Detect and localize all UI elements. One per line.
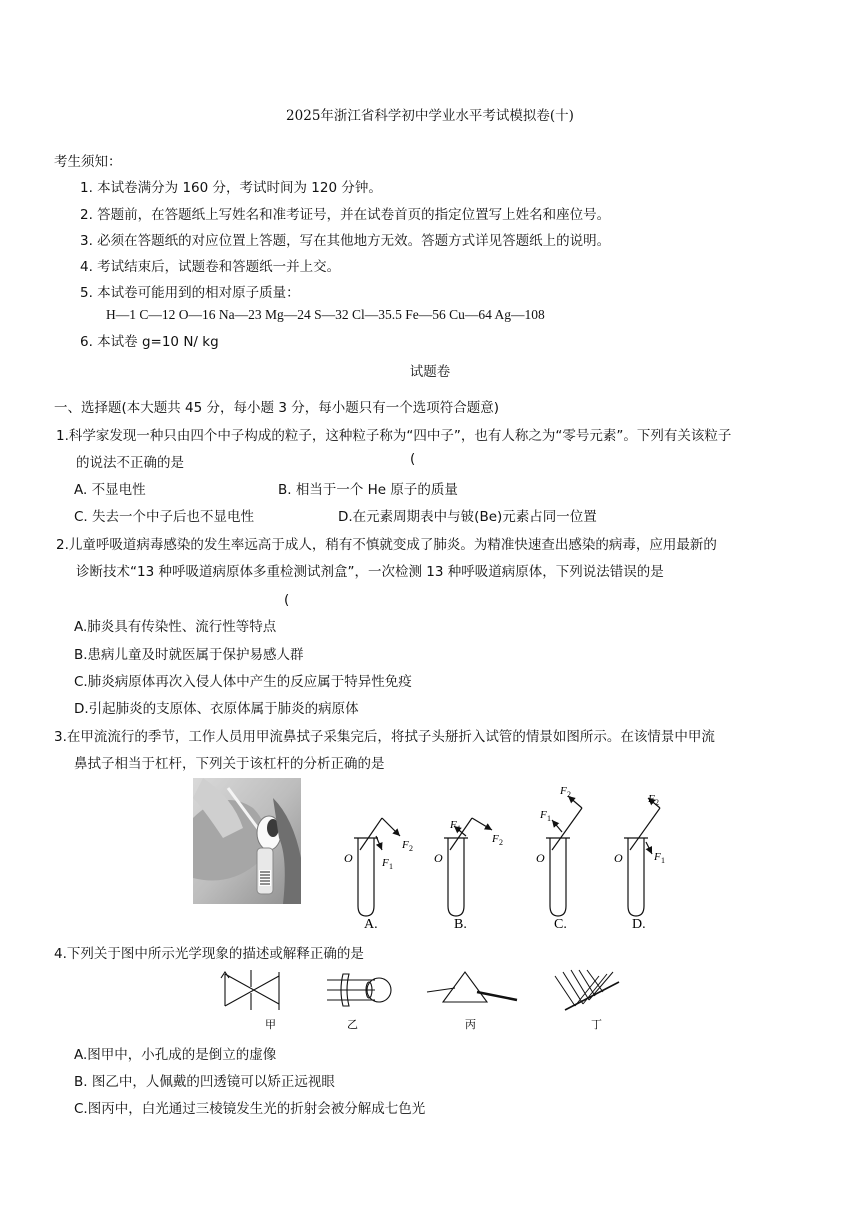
diagram-d-label: D.	[632, 917, 646, 932]
optics-figures	[215, 966, 625, 1034]
q1-option-a: A. 不显电性	[74, 482, 146, 498]
notice-item-3: 3. 必须在答题纸的对应位置上答题，写在其他地方无效。答题方式详见答题纸上的说明。	[80, 233, 611, 249]
q2-option-b: B.患病儿童及时就医属于保护易感人群	[74, 647, 304, 663]
diagram-b-f2: F	[492, 833, 499, 845]
part1-heading: 一、选择题(本大题共 45 分，每小题 3 分，每小题只有一个选项符合题意)	[54, 400, 499, 416]
diagram-b-f1-sub: 1	[457, 824, 461, 833]
section-label: 试题卷	[409, 364, 451, 380]
figure-yi-label: 乙	[347, 1019, 358, 1031]
notice-item-2: 2. 答题前，在答题纸上写姓名和准考证号，并在试卷首页的指定位置写上姓名和座位号。	[80, 207, 611, 223]
diagram-b-pivot: O	[434, 851, 443, 865]
figure-ding-reflection	[555, 970, 619, 1010]
q2-answer-paren: (	[284, 592, 290, 608]
diagram-c-f1-sub: 1	[547, 814, 551, 823]
q1-stem-line1: 1.科学家发现一种只由四个中子构成的粒子，这种粒子称为“四中子”，也有人称之为“零号元素”。下列有关该粒子	[56, 428, 732, 444]
figure-yi-eye	[327, 974, 391, 1006]
diagram-a-f2-sub: 2	[409, 844, 413, 853]
notice-item-6: 6. 本试卷 g=10 N/ kg	[80, 334, 219, 350]
notice-item-1: 1. 本试卷满分为 160 分，考试时间为 120 分钟。	[80, 180, 382, 196]
diagram-c-label: C.	[554, 917, 567, 932]
figure-bing-label: 丙	[465, 1019, 476, 1031]
diagram-a	[354, 818, 400, 916]
diagram-b-label: B.	[454, 917, 467, 932]
q1-option-b: B. 相当于一个 He 原子的质量	[278, 482, 458, 498]
diagram-d-f1-sub: 1	[661, 856, 665, 865]
diagram-d-f2: F	[648, 793, 655, 805]
notice-item-5: 5. 本试卷可能用到的相对原子质量：	[80, 285, 300, 301]
q4-option-b: B. 图乙中，人佩戴的凹透镜可以矫正远视眼	[74, 1074, 335, 1090]
q3-stem-line1: 3.在甲流流行的季节，工作人员用甲流鼻拭子采集完后，将拭子头掰折入试管的情景如图所示。在该情景中甲流	[54, 729, 715, 745]
q4-option-a: A.图甲中，小孔成的是倒立的虚像	[74, 1047, 277, 1063]
figure-jia-pinhole	[221, 970, 279, 1010]
diagram-a-f2: F	[402, 839, 409, 851]
diagram-d-f1: F	[654, 851, 661, 863]
q3-stem-line2: 鼻拭子相当于杠杆，下列关于该杠杆的分析正确的是	[74, 756, 385, 772]
diagram-c-f1: F	[540, 809, 547, 821]
q1-option-d: D.在元素周期表中与铍(Be)元素占同一位置	[338, 509, 597, 525]
figure-jia-label: 甲	[265, 1019, 276, 1031]
q2-stem-line1: 2.儿童呼吸道病毒感染的发生率远高于成人，稍有不慎就变成了肺炎。为精准快速查出感染的病毒，应用最新的	[56, 537, 717, 553]
q2-option-d: D.引起肺炎的支原体、衣原体属于肺炎的病原体	[74, 701, 359, 717]
swab-photo	[193, 778, 301, 904]
page-title: 2025年浙江省科学初中学业水平考试模拟卷(十)	[286, 108, 574, 124]
q2-option-a: A.肺炎具有传染性、流行性等特点	[74, 619, 277, 635]
diagram-a-f1-sub: 1	[389, 862, 393, 871]
q1-answer-paren: (	[410, 451, 416, 467]
figure-bing-prism	[427, 972, 517, 1002]
diagram-d-pivot: O	[614, 851, 623, 865]
diagram-a-f1: F	[382, 857, 389, 869]
diagram-c	[546, 796, 582, 916]
notice-heading: 考生须知：	[54, 154, 122, 170]
diagram-c-f2-sub: 2	[567, 790, 571, 799]
diagram-b	[444, 818, 492, 916]
diagram-a-pivot: O	[344, 851, 353, 865]
q4-stem-line1: 4.下列关于图中所示光学现象的描述或解释正确的是	[54, 946, 364, 962]
notice-item-4: 4. 考试结束后，试题卷和答题纸一并上交。	[80, 259, 341, 275]
diagram-d-f2-sub: 2	[655, 798, 659, 807]
q2-option-c: C.肺炎病原体再次入侵人体中产生的反应属于特异性免疫	[74, 674, 412, 690]
q4-option-c: C.图丙中，白光通过三棱镜发生光的折射会被分解成七色光	[74, 1101, 426, 1117]
lever-diagrams	[330, 778, 690, 934]
figure-ding-label: 丁	[591, 1019, 602, 1031]
diagram-c-pivot: O	[536, 851, 545, 865]
atomic-masses: H—1 C—12 O—16 Na—23 Mg—24 S—32 Cl—35.5 Fe—56 Cu—64 Ag—108	[106, 307, 545, 322]
diagram-b-f2-sub: 2	[499, 838, 503, 847]
diagram-b-f1: F	[450, 819, 457, 831]
q2-stem-line2: 诊断技术“13 种呼吸道病原体多重检测试剂盒”，一次检测 13 种呼吸道病原体，下列说法错误的是	[76, 564, 664, 580]
q1-stem-line2: 的说法不正确的是	[76, 455, 184, 471]
diagram-a-label: A.	[364, 917, 378, 932]
diagram-c-f2: F	[560, 785, 567, 797]
q1-option-c: C. 失去一个中子后也不显电性	[74, 509, 255, 525]
